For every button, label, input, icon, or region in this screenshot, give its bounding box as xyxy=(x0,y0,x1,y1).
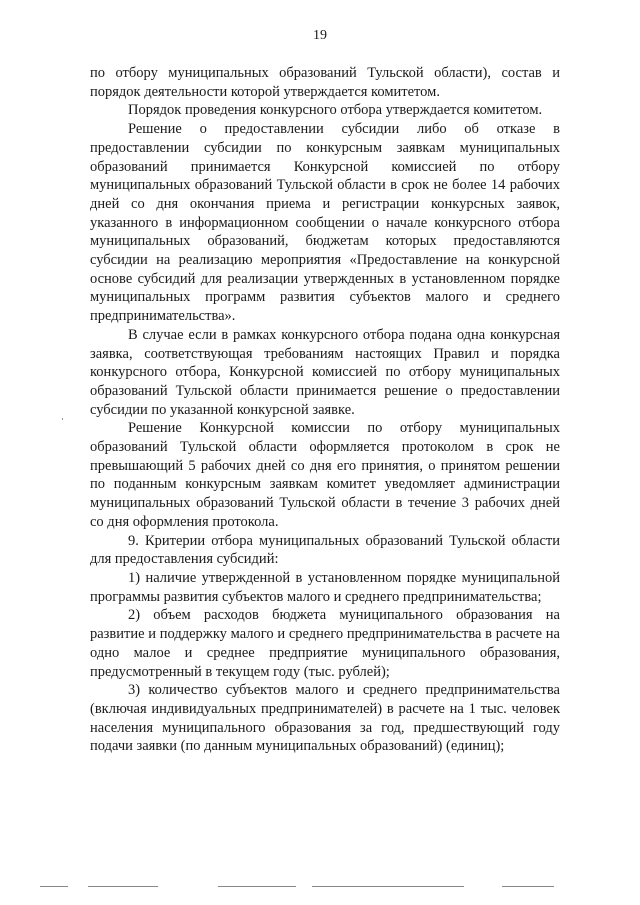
footer-mark xyxy=(40,886,68,887)
footer-mark xyxy=(88,886,158,887)
footer-mark xyxy=(502,886,554,887)
paragraph-3: Решение о предоставлении субсидии либо об отказе в предоставлении субсидии по конкурсным заявкам муниципальных образований принимается Конкурсной комиссией по отбору муниципальных образований Тульской области в срок не более 14 рабочих дней со дня окончания приема и регистрации конкурсных заявок, указанного в информационном сообщении о начале конкурсного отбора муниципальных образований, бюджетам которых предоставляются субсидии на реализацию мероприятия «Предоставление на конкурсной основе субсидий для реализации утвержденных в установленном порядке муниципальных программ развития субъектов малого и среднего предпринимательства». xyxy=(90,121,560,325)
criteria-item-1: 1) наличие утвержденной в установленном порядке муниципальной программы развития субъектов малого и среднего предпринимательства; xyxy=(90,569,560,605)
criteria-item-3: 3) количество субъектов малого и среднего предпринимательства (включая индивидуальных предпринимателей) в расчете на 1 тыс. человек населения муниципального образования за год, предшествующий году подачи заявки (по данным муниципальных образований) (единиц); xyxy=(90,682,560,755)
page-number: 19 xyxy=(313,28,327,43)
scan-footer-marks xyxy=(0,884,640,890)
paragraph-1: по отбору муниципальных образований Тульской области), состав и порядок деятельности которой утверждается комитетом. xyxy=(90,65,560,100)
scan-speck xyxy=(62,418,63,420)
paragraph-5: Решение Конкурсной комиссии по отбору муниципальных образований Тульской области оформляется протоколом в срок не превышающий 5 рабочих дней со дня его принятия, о принятом решении по поданным конкурсным заявкам комитет уведомляет администрации муниципальных образований Тульской области в течение 3 рабочих дней со дня оформления протокола. xyxy=(90,420,560,530)
paragraph-6-criteria-heading: 9. Критерии отбора муниципальных образований Тульской области для предоставления субсидий: xyxy=(90,532,560,568)
footer-mark xyxy=(312,886,464,887)
footer-mark xyxy=(218,886,296,887)
document-body xyxy=(90,64,560,756)
criteria-item-2: 2) объем расходов бюджета муниципального образования на развитие и поддержку малого и среднего предпринимательства в расчете на одно малое и среднее предприятие муниципального образования, предусмотренный в текущем году (тыс. рублей); xyxy=(90,607,560,680)
paragraph-4: В случае если в рамках конкурсного отбора подана одна конкурсная заявка, соответствующая требованиям настоящих Правил и порядка конкурсного отбора, Конкурсной комиссией по отбору муниципальных образований Тульской области принимается решение о предоставлении субсидии по указанной конкурсной заявке. xyxy=(90,326,560,418)
paragraph-2: Порядок проведения конкурсного отбора утверждается комитетом. xyxy=(128,102,543,119)
